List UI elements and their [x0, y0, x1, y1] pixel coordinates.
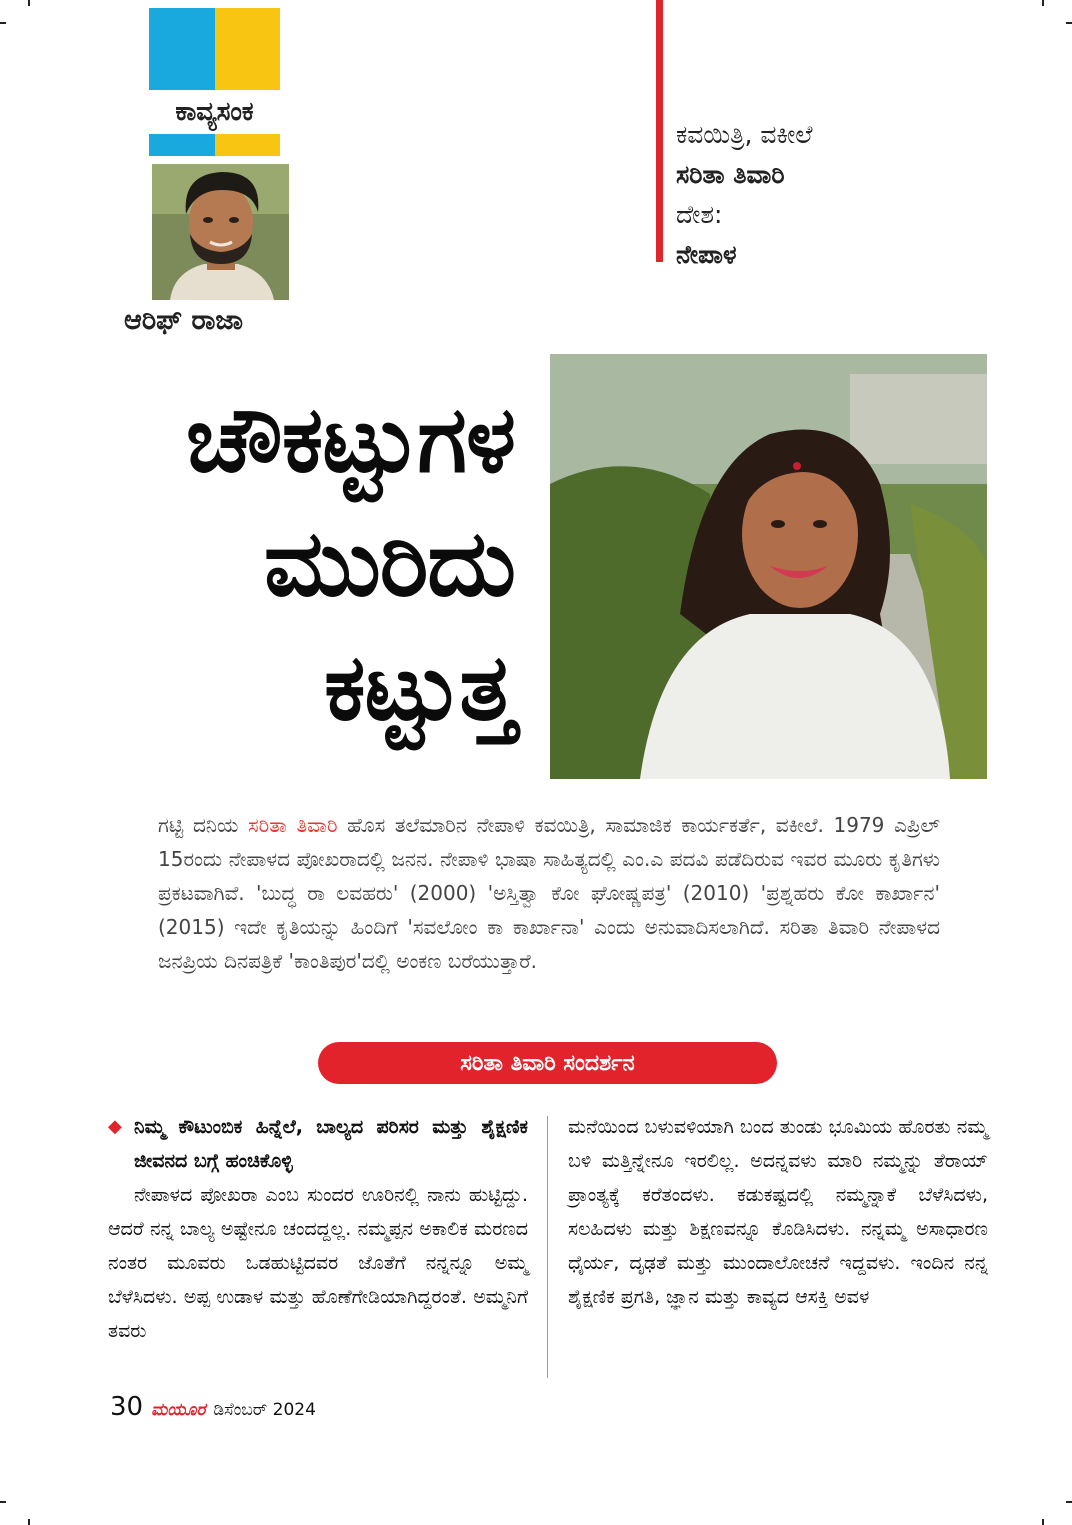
headline — [60, 378, 515, 750]
interview-column-right — [568, 1110, 988, 1314]
crop-mark — [1042, 1519, 1044, 1525]
column-divider — [547, 1116, 548, 1378]
page-footer — [110, 1392, 316, 1428]
question-text: ನಿಮ್ಮ ಕೌಟುಂಬಿಕ ಹಿನ್ನೆಲೆ, ಬಾಲ್ಯದ ಪರಿಸರ ಮತ್ತು ಶೈಕ್ಷಣಿಕ ಜೀವನದ ಬಗ್ಗೆ ಹಂಚಿಕೊಳ್ಳಿ — [134, 1116, 528, 1172]
country-name: ನೇಪಾಳ — [676, 240, 737, 269]
poet-profession: ಕವಯಿತ್ರಿ, ವಕೀಲೆ — [676, 120, 813, 149]
headline-line-2: ಮುರಿದು — [263, 510, 515, 617]
bio-prefix: ಗಟ್ಟಿ ದನಿಯ — [158, 813, 249, 837]
crop-mark — [0, 1501, 6, 1503]
crop-mark — [28, 1519, 30, 1525]
answer-left: ನೇಪಾಳದ ಪೋಖರಾ ಎಂಬ ಸುಂದರ ಊರಿನಲ್ಲಿ ನಾನು ಹುಟ್ಟಿದ್ದು. ಆದರೆ ನನ್ನ ಬಾಲ್ಯ ಅಷ್ಟೇನೂ ಚಂದದ್ದಲ್ಲ. ನಮ್ಮಪ್ಪನ ಅಕಾಲಿಕ ಮರಣದ ನಂತರ ಮೂವರು ಒಡಹುಟ್ಟಿದವರ ಜೊತೆಗೆ ನನ್ನನ್ನೂ ಅಮ್ಮ ಬೆಳೆಸಿದಳು. ಅಪ್ಪ ಉಡಾಳ ಮತ್ತು ಹೊಣೆಗೇಡಿಯಾಗಿದ್ದರಂತೆ. ಅಮ್ಮನಿಗೆ ತವರು — [108, 1184, 528, 1342]
crop-mark — [1066, 1501, 1072, 1503]
author-name: ಆರಿಫ್ ರಾಜಾ — [124, 305, 244, 336]
magazine-name: ಮಯೂರ — [151, 1400, 206, 1420]
headline-line-3: ಕಟ್ಟುತ್ತ — [324, 634, 515, 741]
issue-date: ಡಿಸೆಂಬರ್ 2024 — [213, 1400, 316, 1420]
interview-column-left — [108, 1110, 528, 1348]
country-label: ದೇಶ: — [676, 200, 723, 229]
column-logo — [149, 8, 280, 156]
bio-text: ಹೊಸ ತಲೆಮಾರಿನ ನೇಪಾಳಿ ಕವಯಿತ್ರಿ, ಸಾಮಾಜಿಕ ಕಾರ್ಯಕರ್ತೆ, ವಕೀಲೆ. 1979 ಎಪ್ರಿಲ್ 15ರಂದು ನೇಪಾಳದ ಪೋಖರಾದಲ್ಲಿ ಜನನ. ನೇಪಾಳಿ ಭಾಷಾ ಸಾಹಿತ್ಯದಲ್ಲಿ ಎಂ.ಎ ಪದವಿ ಪಡೆದಿರುವ ಇವರ ಮೂರು ಕೃತಿಗಳು ಪ್ರಕಟವಾಗಿವೆ. 'ಬುದ್ಧ ರಾ ಲವಹರು' (2000) 'ಅಸ್ತಿತ್ವಾ ಕೋ ಘೋಷ್ಣಪತ್ರ' (2010) 'ಪ್ರಶ್ನಹರು ಕೋ ಕಾರ್ಖಾನ' (2015) ಇದೇ ಕೃತಿಯನ್ನು ಹಿಂದಿಗೆ 'ಸವಲೋಂ ಕಾ ಕಾರ್ಖಾನಾ' ಎಂದು ಅನುವಾದಿಸಲಾಗಿದೆ. ಸರಿತಾ ತಿವಾರಿ ನೇಪಾಳದ ಜನಪ್ರಿಯ ದಿನಪತ್ರಿಕೆ 'ಕಾಂತಿಪುರ'ದಲ್ಲಿ ಅಂಕಣ ಬರೆಯುತ್ತಾರೆ. — [158, 813, 940, 973]
bio-name-highlight: ಸರಿತಾ ತಿವಾರಿ — [248, 813, 338, 837]
diamond-bullet-icon: ◆ — [108, 1116, 122, 1137]
crop-mark — [0, 22, 6, 24]
interview-question — [108, 1110, 528, 1178]
answer-right: ಮನೆಯಿಂದ ಬಳುವಳಿಯಾಗಿ ಬಂದ ತುಂಡು ಭೂಮಿಯ ಹೊರತು ನಮ್ಮ ಬಳಿ ಮತ್ತಿನ್ನೇನೂ ಇರಲಿಲ್ಲ. ಅದನ್ನವಳು ಮಾರಿ ನಮ್ಮನ್ನು ತೆರಾಯ್ ಪ್ರಾಂತ್ಯಕ್ಕೆ ಕರೆತಂದಳು. ಕಡುಕಷ್ಟದಲ್ಲಿ ನಮ್ಮನ್ನಾಕೆ ಬೆಳೆಸಿದಳು, ಸಲಹಿದಳು ಮತ್ತು ಶಿಕ್ಷಣವನ್ನೂ ಕೊಡಿಸಿದಳು. ನನ್ನಮ್ಮ ಅಸಾಧಾರಣ ಧೈರ್ಯ, ದೃಢತೆ ಮತ್ತು ಮುಂದಾಲೋಚನೆ ಇದ್ದವಳು. ಇಂದಿನ ನನ್ನ ಶೈಕ್ಷಣಿಕ ಪ್ರಗತಿ, ಜ್ಞಾನ ಮತ್ತು ಕಾವ್ಯದ ಆಸಕ್ತಿ ಅವಳ — [568, 1116, 988, 1308]
red-rule — [656, 0, 663, 262]
poet-bio — [158, 808, 940, 978]
poet-name: ಸರಿತಾ ತಿವಾರಿ — [676, 160, 785, 189]
crop-mark — [28, 0, 30, 6]
page-number: 30 — [110, 1392, 144, 1422]
crop-mark — [1066, 22, 1072, 24]
section-title: ಸರಿತಾ ತಿವಾರಿ ಸಂದರ್ಶನ — [318, 1042, 777, 1084]
headline-line-1: ಚೌಕಟ್ಟುಗಳ — [185, 386, 515, 493]
crop-mark — [1042, 0, 1044, 6]
poet-info — [676, 115, 813, 275]
column-logo-text: ಕಾವ್ಯಸಂಕ — [149, 90, 280, 134]
author-photo — [152, 164, 289, 300]
poet-photo — [550, 354, 987, 779]
